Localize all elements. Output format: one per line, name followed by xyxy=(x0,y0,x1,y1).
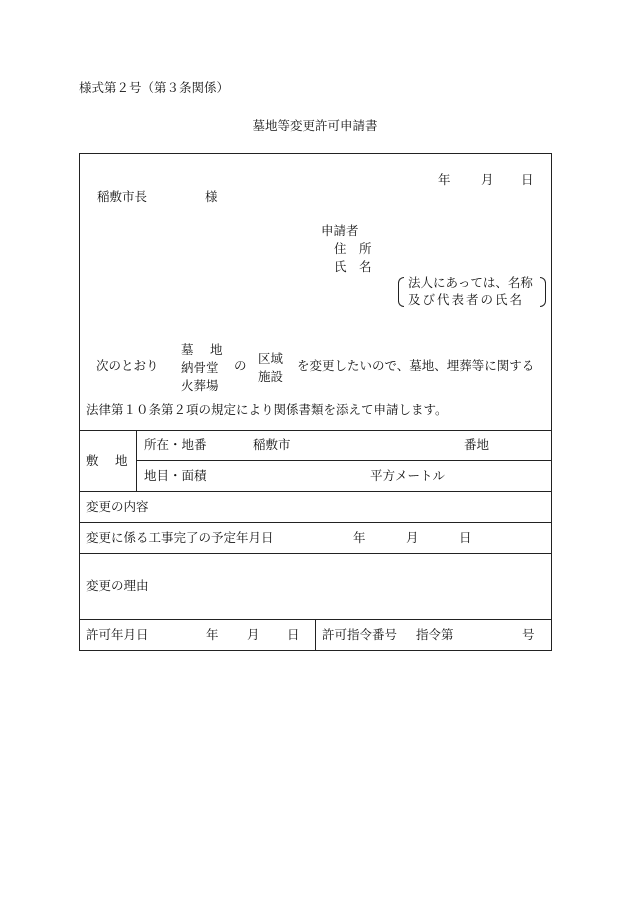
date-month: 月 xyxy=(481,172,494,187)
completion-label: 変更に係る工事完了の予定年月日 xyxy=(86,530,274,545)
row-divider-site-middle xyxy=(136,460,552,461)
site-label: 敷 地 xyxy=(86,453,128,468)
permit-year: 年 xyxy=(206,627,219,642)
permit-order-label: 許可指令番号 xyxy=(322,627,398,642)
statement-suffix: を変更したいので、墓地、埋葬等に関する xyxy=(297,358,535,373)
corporate-note-line2: 及び代表者の氏名 xyxy=(408,292,525,307)
row-divider-completion xyxy=(79,522,552,523)
row-divider-reason xyxy=(79,553,552,554)
corporate-note-bracket-close xyxy=(540,277,546,307)
facility-option-cemetery: 墓 地 xyxy=(181,342,223,357)
applicant-label: 申請者 xyxy=(321,223,359,238)
permit-order-suffix: 号 xyxy=(522,627,535,642)
corporate-note-bracket-open xyxy=(398,277,404,307)
permit-month: 月 xyxy=(247,627,260,642)
scope-options xyxy=(258,350,283,386)
name-label: 氏 名 xyxy=(334,259,372,274)
address-label: 住 所 xyxy=(334,241,372,256)
facility-option-crematorium: 火葬場 xyxy=(181,378,219,394)
corporate-note-line1: 法人にあっては、名称 xyxy=(408,275,533,290)
location-label: 所在・地番 xyxy=(144,437,207,452)
location-city: 稲敷市 xyxy=(253,437,291,452)
row-divider-change-content xyxy=(79,491,552,492)
completion-month: 月 xyxy=(406,530,419,545)
facility-option-ossuary: 納骨堂 xyxy=(181,360,219,376)
location-suffix: 番地 xyxy=(464,437,490,452)
completion-day: 日 xyxy=(459,530,472,545)
completion-year: 年 xyxy=(353,530,366,545)
date-day: 日 xyxy=(521,172,534,187)
scope-option-area: 区域 xyxy=(258,351,284,366)
landuse-label: 地目・面積 xyxy=(144,468,207,483)
change-content-label: 変更の内容 xyxy=(86,499,149,514)
statement-particle: の xyxy=(234,358,247,373)
area-unit: 平方メートル xyxy=(370,468,446,483)
addressee: 稲敷市長 xyxy=(97,189,148,204)
permit-date-label: 許可年月日 xyxy=(86,627,149,642)
permit-order-prefix: 指令第 xyxy=(416,627,454,642)
permit-day: 日 xyxy=(287,627,300,642)
statement-line2: 法律第１０条第２項の規定により関係書類を添えて申請します。 xyxy=(86,402,448,417)
scope-option-facility: 施設 xyxy=(258,369,284,385)
form-number: 様式第２号（第３条関係） xyxy=(79,80,230,95)
row-divider-site-top xyxy=(79,430,552,431)
addressee-honorific: 様 xyxy=(205,189,218,204)
permit-divider xyxy=(315,619,316,651)
reason-label: 変更の理由 xyxy=(86,578,149,593)
statement-prefix: 次のとおり xyxy=(96,358,159,373)
date-year: 年 xyxy=(438,172,451,187)
facility-options xyxy=(181,341,222,395)
document-title: 墓地等変更許可申請書 xyxy=(252,118,378,133)
